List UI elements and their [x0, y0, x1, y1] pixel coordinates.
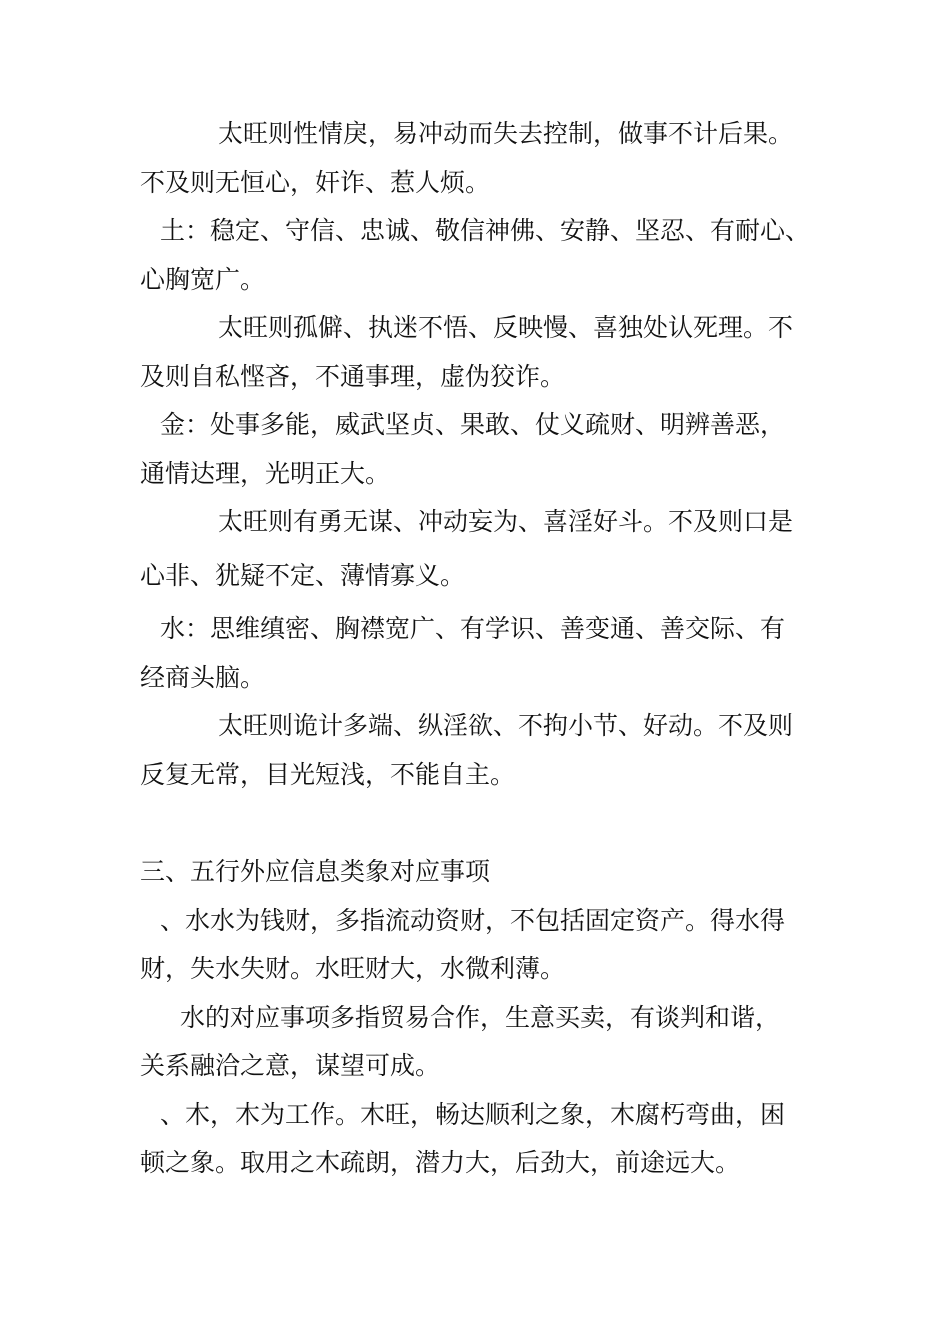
section-heading: 三、五行外应信息类象对应事项 — [140, 857, 491, 886]
paragraph-line: 财，失水失财。水旺财大，水微利薄。 — [140, 954, 566, 983]
paragraph-line: 反复无常，目光短浅，不能自主。 — [140, 760, 516, 789]
section-earth-line: 土：稳定、守信、忠诚、敬信神佛、安静、坚忍、有耐心、 — [160, 216, 811, 245]
paragraph-line: 太旺则孤僻、执迷不悟、反映慢、喜独处认死理。不 — [218, 313, 794, 342]
paragraph-line: 水的对应事项多指贸易合作，生意买卖，有谈判和谐， — [180, 1003, 781, 1032]
paragraph-line: 不及则无恒心，奸诈、惹人烦。 — [140, 168, 491, 197]
paragraph-line: 心非、犹疑不定、薄情寡义。 — [140, 561, 466, 590]
paragraph-line: 顿之象。取用之木疏朗，潜力大，后劲大，前途远大。 — [140, 1148, 741, 1177]
section-water-line: 水：思维缜密、胸襟宽广、有学识、善变通、善交际、有 — [160, 614, 786, 643]
paragraph-line: 经商头脑。 — [140, 663, 266, 692]
paragraph-line: 、木，木为工作。木旺，畅达顺利之象，木腐朽弯曲，困 — [160, 1100, 786, 1129]
paragraph-line: 通情达理，光明正大。 — [140, 459, 391, 488]
paragraph-line: 太旺则性情戾，易冲动而失去控制，做事不计后果。 — [218, 119, 794, 148]
paragraph-line: 太旺则有勇无谋、冲动妄为、喜淫好斗。不及则口是 — [218, 507, 794, 536]
paragraph-line: 、水水为钱财，多指流动资财，不包括固定资产。得水得 — [160, 906, 786, 935]
paragraph-line: 太旺则诡计多端、纵淫欲、不拘小节、好动。不及则 — [218, 711, 794, 740]
paragraph-line: 关系融洽之意，谋望可成。 — [140, 1051, 441, 1080]
paragraph-line: 心胸宽广。 — [140, 265, 266, 294]
paragraph-line: 及则自私悭吝，不通事理，虚伪狡诈。 — [140, 362, 566, 391]
section-metal-line: 金：处事多能，威武坚贞、果敢、仗义疏财、明辨善恶， — [160, 410, 786, 439]
